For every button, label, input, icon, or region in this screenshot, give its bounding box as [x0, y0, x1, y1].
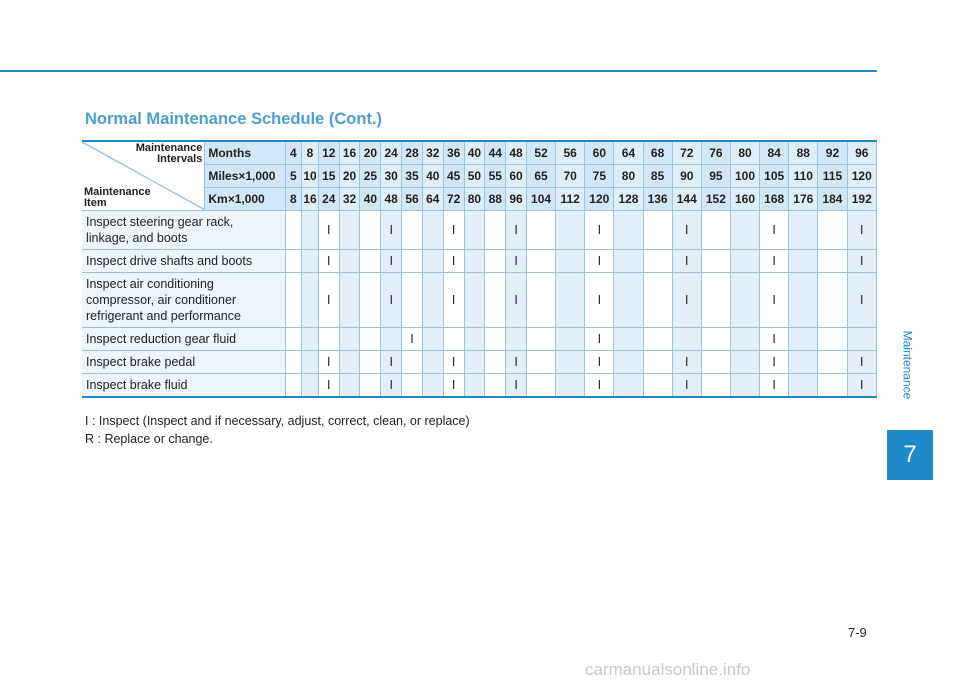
corner-top-line2: Intervals — [157, 153, 203, 165]
interval-value: 80 — [464, 187, 485, 210]
schedule-cell — [789, 373, 818, 397]
schedule-cell: I — [672, 272, 701, 327]
legend — [85, 412, 470, 448]
schedule-cell — [302, 350, 319, 373]
schedule-cell — [360, 210, 381, 249]
schedule-cell — [285, 373, 302, 397]
schedule-cell — [360, 350, 381, 373]
schedule-cell — [730, 210, 759, 249]
schedule-cell — [422, 210, 443, 249]
interval-value: 24 — [381, 141, 402, 164]
schedule-cell — [818, 249, 847, 272]
schedule-cell — [701, 272, 730, 327]
schedule-cell: I — [760, 272, 789, 327]
schedule-cell: I — [585, 327, 614, 350]
interval-value: 48 — [381, 187, 402, 210]
schedule-cell — [526, 350, 555, 373]
schedule-cell — [643, 373, 672, 397]
schedule-cell — [672, 327, 701, 350]
schedule-cell — [360, 373, 381, 397]
schedule-cell — [556, 373, 585, 397]
interval-value: 88 — [789, 141, 818, 164]
interval-value: 60 — [585, 141, 614, 164]
schedule-cell: I — [381, 249, 402, 272]
interval-value: 15 — [318, 164, 339, 187]
schedule-cell — [302, 327, 319, 350]
interval-value: 45 — [443, 164, 464, 187]
schedule-cell — [485, 327, 506, 350]
schedule-cell — [730, 249, 759, 272]
schedule-cell — [339, 249, 360, 272]
schedule-cell — [464, 373, 485, 397]
schedule-cell — [556, 249, 585, 272]
table-row — [82, 373, 877, 397]
interval-value: 80 — [614, 164, 643, 187]
maintenance-schedule-table — [82, 140, 877, 398]
interval-value: 25 — [360, 164, 381, 187]
schedule-cell — [285, 327, 302, 350]
interval-unit-label: Miles×1,000 — [205, 164, 285, 187]
schedule-cell: I — [672, 249, 701, 272]
page-number: 7-9 — [848, 625, 867, 640]
schedule-cell — [847, 327, 876, 350]
schedule-cell — [818, 350, 847, 373]
chapter-tab: 7 — [887, 430, 933, 480]
schedule-cell — [422, 272, 443, 327]
schedule-cell — [556, 210, 585, 249]
schedule-cell: I — [506, 249, 527, 272]
interval-value: 50 — [464, 164, 485, 187]
schedule-cell: I — [318, 373, 339, 397]
interval-value: 12 — [318, 141, 339, 164]
interval-value: 30 — [381, 164, 402, 187]
interval-value: 28 — [402, 141, 423, 164]
schedule-cell — [339, 373, 360, 397]
schedule-cell: I — [506, 373, 527, 397]
legend-inspect: I : Inspect (Inspect and if necessary, adjust, correct, clean, or replace) — [85, 414, 470, 428]
interval-value: 120 — [847, 164, 876, 187]
maintenance-item: Inspect drive shafts and boots — [82, 249, 285, 272]
corner-top-line1: Maintenance — [135, 142, 203, 154]
interval-value: 92 — [818, 141, 847, 164]
interval-value: 168 — [760, 187, 789, 210]
table-row — [82, 272, 877, 327]
interval-value: 32 — [422, 141, 443, 164]
schedule-cell — [285, 210, 302, 249]
chapter-side-label-text: Maintenance — [900, 330, 914, 400]
interval-value: 36 — [443, 141, 464, 164]
schedule-cell — [485, 373, 506, 397]
schedule-cell — [422, 350, 443, 373]
interval-value: 16 — [302, 187, 319, 210]
interval-unit-label: Months — [205, 141, 285, 164]
schedule-cell — [402, 350, 423, 373]
interval-value: 32 — [339, 187, 360, 210]
schedule-cell: I — [760, 210, 789, 249]
schedule-cell — [339, 327, 360, 350]
interval-value: 60 — [506, 164, 527, 187]
schedule-cell — [614, 350, 643, 373]
schedule-cell — [464, 210, 485, 249]
schedule-cell — [701, 327, 730, 350]
interval-value: 24 — [318, 187, 339, 210]
page-title: Normal Maintenance Schedule (Cont.) — [85, 110, 383, 128]
schedule-cell — [614, 373, 643, 397]
schedule-cell: I — [672, 350, 701, 373]
maintenance-item: Inspect steering gear rack, linkage, and boots — [82, 210, 285, 249]
maintenance-item: Inspect brake fluid — [82, 373, 285, 397]
interval-value: 105 — [760, 164, 789, 187]
schedule-cell — [818, 373, 847, 397]
schedule-cell: I — [443, 350, 464, 373]
schedule-cell — [402, 272, 423, 327]
interval-value: 48 — [506, 141, 527, 164]
interval-value: 64 — [422, 187, 443, 210]
schedule-cell: I — [381, 350, 402, 373]
schedule-cell — [526, 327, 555, 350]
schedule-cell: I — [760, 327, 789, 350]
schedule-cell — [443, 327, 464, 350]
schedule-cell — [556, 327, 585, 350]
schedule-cell: I — [585, 272, 614, 327]
legend-replace: R : Replace or change. — [85, 432, 213, 446]
schedule-cell — [643, 272, 672, 327]
schedule-cell: I — [506, 210, 527, 249]
schedule-cell — [302, 210, 319, 249]
table-row — [82, 249, 877, 272]
schedule-cell: I — [443, 272, 464, 327]
interval-value: 160 — [730, 187, 759, 210]
interval-value: 115 — [818, 164, 847, 187]
interval-value: 80 — [730, 141, 759, 164]
interval-value: 104 — [526, 187, 555, 210]
schedule-cell — [614, 327, 643, 350]
schedule-cell — [285, 249, 302, 272]
schedule-cell: I — [443, 373, 464, 397]
interval-unit-label: Km×1,000 — [205, 187, 285, 210]
interval-value: 10 — [302, 164, 319, 187]
schedule-cell — [730, 373, 759, 397]
schedule-cell — [789, 272, 818, 327]
schedule-cell — [422, 373, 443, 397]
schedule-cell — [643, 249, 672, 272]
schedule-cell — [402, 373, 423, 397]
interval-value: 144 — [672, 187, 701, 210]
schedule-cell: I — [847, 272, 876, 327]
schedule-cell — [302, 373, 319, 397]
schedule-cell: I — [760, 350, 789, 373]
schedule-cell — [485, 350, 506, 373]
schedule-cell: I — [847, 249, 876, 272]
maintenance-item: Inspect reduction gear fluid — [82, 327, 285, 350]
schedule-cell — [302, 272, 319, 327]
schedule-cell: I — [443, 249, 464, 272]
schedule-cell — [730, 327, 759, 350]
schedule-cell — [789, 210, 818, 249]
schedule-cell: I — [318, 350, 339, 373]
schedule-cell: I — [847, 373, 876, 397]
schedule-cell — [614, 210, 643, 249]
schedule-cell: I — [585, 350, 614, 373]
interval-value: 110 — [789, 164, 818, 187]
interval-value: 40 — [360, 187, 381, 210]
corner-intervals-label — [136, 143, 203, 165]
interval-value: 84 — [760, 141, 789, 164]
schedule-cell: I — [760, 249, 789, 272]
schedule-cell: I — [672, 210, 701, 249]
schedule-cell — [643, 210, 672, 249]
corner-item-label — [84, 187, 151, 209]
schedule-cell — [526, 249, 555, 272]
interval-value: 20 — [360, 141, 381, 164]
schedule-cell — [789, 249, 818, 272]
schedule-cell: I — [760, 373, 789, 397]
schedule-cell — [360, 272, 381, 327]
table-row — [82, 350, 877, 373]
interval-value: 20 — [339, 164, 360, 187]
schedule-cell — [526, 373, 555, 397]
interval-value: 64 — [614, 141, 643, 164]
schedule-cell: I — [672, 373, 701, 397]
schedule-cell: I — [381, 373, 402, 397]
schedule-cell — [464, 350, 485, 373]
schedule-cell — [464, 272, 485, 327]
interval-value: 4 — [285, 141, 302, 164]
interval-value: 96 — [847, 141, 876, 164]
interval-value: 128 — [614, 187, 643, 210]
schedule-cell — [464, 327, 485, 350]
interval-value: 40 — [422, 164, 443, 187]
schedule-cell: I — [381, 272, 402, 327]
schedule-cell — [318, 327, 339, 350]
maintenance-item: Inspect brake pedal — [82, 350, 285, 373]
interval-value: 52 — [526, 141, 555, 164]
schedule-cell — [506, 327, 527, 350]
schedule-cell: I — [318, 272, 339, 327]
header-row — [82, 141, 877, 164]
schedule-cell: I — [506, 350, 527, 373]
interval-value: 16 — [339, 141, 360, 164]
schedule-cell: I — [318, 210, 339, 249]
interval-value: 76 — [701, 141, 730, 164]
interval-value: 35 — [402, 164, 423, 187]
schedule-cell: I — [443, 210, 464, 249]
schedule-cell — [422, 327, 443, 350]
top-rule — [0, 70, 877, 72]
corner-bottom-line1: Maintenance — [84, 185, 151, 198]
interval-value: 65 — [526, 164, 555, 187]
interval-value: 184 — [818, 187, 847, 210]
schedule-cell: I — [585, 249, 614, 272]
interval-value: 56 — [402, 187, 423, 210]
schedule-cell — [402, 249, 423, 272]
watermark: carmanualsonline.info — [585, 660, 751, 679]
schedule-cell — [339, 272, 360, 327]
interval-value: 152 — [701, 187, 730, 210]
interval-value: 112 — [556, 187, 585, 210]
schedule-cell — [485, 272, 506, 327]
schedule-cell: I — [506, 272, 527, 327]
interval-value: 88 — [485, 187, 506, 210]
interval-value: 8 — [285, 187, 302, 210]
schedule-cell — [614, 249, 643, 272]
interval-value: 5 — [285, 164, 302, 187]
schedule-cell — [464, 249, 485, 272]
interval-value: 95 — [701, 164, 730, 187]
schedule-cell — [285, 272, 302, 327]
schedule-cell — [402, 210, 423, 249]
schedule-cell — [730, 350, 759, 373]
schedule-cell — [526, 210, 555, 249]
schedule-cell — [643, 327, 672, 350]
interval-value: 55 — [485, 164, 506, 187]
interval-value: 90 — [672, 164, 701, 187]
schedule-cell — [422, 249, 443, 272]
schedule-cell — [701, 350, 730, 373]
corner-bottom-line2: Item — [84, 196, 107, 209]
interval-value: 72 — [672, 141, 701, 164]
schedule-cell — [360, 249, 381, 272]
schedule-cell — [526, 272, 555, 327]
schedule-cell: I — [318, 249, 339, 272]
schedule-cell — [485, 210, 506, 249]
schedule-cell: I — [847, 350, 876, 373]
interval-value: 72 — [443, 187, 464, 210]
table-row — [82, 327, 877, 350]
schedule-cell — [701, 249, 730, 272]
interval-value: 85 — [643, 164, 672, 187]
schedule-cell — [789, 350, 818, 373]
schedule-cell: I — [402, 327, 423, 350]
schedule-cell — [302, 249, 319, 272]
schedule-cell — [818, 327, 847, 350]
schedule-cell — [339, 350, 360, 373]
interval-value: 44 — [485, 141, 506, 164]
schedule-cell — [789, 327, 818, 350]
schedule-cell: I — [585, 210, 614, 249]
interval-value: 70 — [556, 164, 585, 187]
schedule-cell — [614, 272, 643, 327]
table-row — [82, 210, 877, 249]
schedule-cell — [818, 210, 847, 249]
interval-value: 68 — [643, 141, 672, 164]
interval-value: 120 — [585, 187, 614, 210]
interval-value: 96 — [506, 187, 527, 210]
schedule-cell — [556, 272, 585, 327]
schedule-cell — [556, 350, 585, 373]
schedule-cell: I — [847, 210, 876, 249]
schedule-cell: I — [381, 210, 402, 249]
interval-value: 136 — [643, 187, 672, 210]
interval-value: 100 — [730, 164, 759, 187]
interval-value: 56 — [556, 141, 585, 164]
interval-value: 75 — [585, 164, 614, 187]
interval-value: 176 — [789, 187, 818, 210]
interval-value: 192 — [847, 187, 876, 210]
maintenance-item: Inspect air conditioning compressor, air conditioner refrigerant and performance — [82, 272, 285, 327]
chapter-side-label — [897, 300, 917, 430]
schedule-cell — [701, 210, 730, 249]
schedule-cell — [485, 249, 506, 272]
schedule-cell — [701, 373, 730, 397]
schedule-cell — [285, 350, 302, 373]
schedule-cell — [360, 327, 381, 350]
schedule-cell — [339, 210, 360, 249]
schedule-cell — [818, 272, 847, 327]
interval-value: 40 — [464, 141, 485, 164]
schedule-cell: I — [585, 373, 614, 397]
corner-header — [82, 141, 205, 210]
schedule-cell — [381, 327, 402, 350]
interval-value: 8 — [302, 141, 319, 164]
schedule-cell — [730, 272, 759, 327]
schedule-cell — [643, 350, 672, 373]
